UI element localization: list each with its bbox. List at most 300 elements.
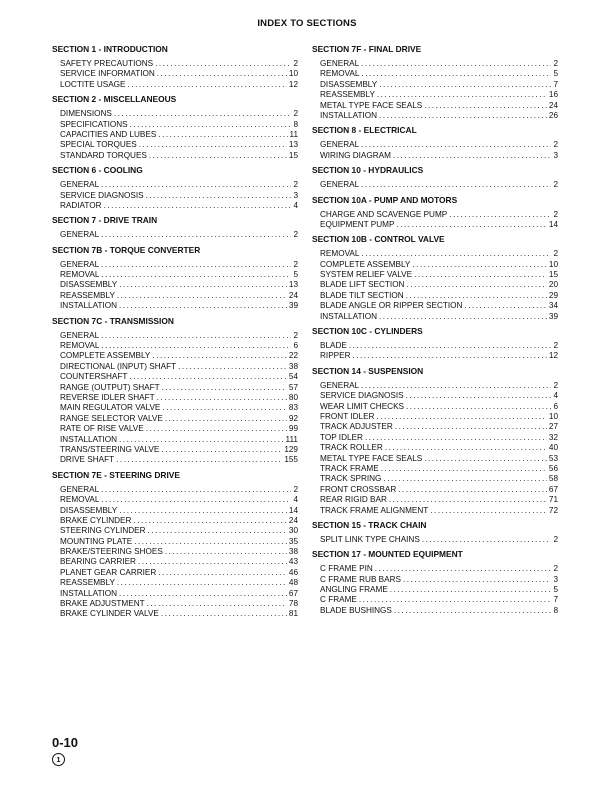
section-section-7b <box>52 245 298 312</box>
entry-page-number: 8 <box>553 605 558 615</box>
entry-name: RIPPER <box>320 351 351 361</box>
entry-page-number: 2 <box>293 180 298 190</box>
index-entry <box>60 331 298 341</box>
index-entry <box>320 69 558 79</box>
entry-page-number: 14 <box>548 219 558 229</box>
dot-leader <box>119 506 287 516</box>
entry-page-number: 40 <box>548 443 558 453</box>
section-entries <box>52 230 298 240</box>
index-entry <box>320 341 558 351</box>
section-heading: SECTION 6 - COOLING <box>52 165 143 176</box>
entry-name: FRONT CROSSBAR <box>320 484 397 494</box>
index-entry <box>320 260 558 270</box>
index-entry <box>320 59 558 69</box>
entry-page-number: 2 <box>553 564 558 574</box>
entry-page-number: 12 <box>288 79 298 89</box>
entry-page-number: 2 <box>293 109 298 119</box>
entry-page-number: 38 <box>288 547 298 557</box>
entry-page-number: 30 <box>288 526 298 536</box>
index-entry <box>320 485 558 495</box>
dot-leader <box>414 270 547 280</box>
dot-leader <box>158 568 287 578</box>
entry-name: CHARGE AND SCAVENGE PUMP <box>320 209 448 219</box>
section-entries <box>312 564 558 616</box>
section-entries <box>312 59 558 121</box>
section-entries <box>312 341 558 362</box>
entry-page-number: 7 <box>553 595 558 605</box>
entry-name: DISASSEMBLY <box>60 505 118 515</box>
entry-name: GENERAL <box>60 259 100 269</box>
entry-page-number: 38 <box>288 361 298 371</box>
dot-leader <box>178 362 287 372</box>
dot-leader <box>157 69 287 79</box>
entry-name: LOCTITE USAGE <box>60 79 126 89</box>
dot-leader <box>395 422 547 432</box>
entry-name: DIMENSIONS <box>60 109 112 119</box>
index-entry <box>60 180 298 190</box>
entry-name: RANGE (OUTPUT) SHAFT <box>60 382 160 392</box>
entry-page-number: 32 <box>548 432 558 442</box>
index-entry <box>320 381 558 391</box>
section-section-10b <box>312 234 558 322</box>
entry-page-number: 24 <box>288 515 298 525</box>
dot-leader <box>361 69 551 79</box>
entry-page-number: 46 <box>288 567 298 577</box>
section-section-7c <box>52 316 298 466</box>
dot-leader <box>161 609 287 619</box>
page-number: 0-10 <box>52 735 79 750</box>
dot-leader <box>104 201 292 211</box>
dot-leader <box>390 585 552 595</box>
entry-page-number: 16 <box>548 90 558 100</box>
entry-name: GENERAL <box>320 59 360 68</box>
dot-leader <box>158 130 287 140</box>
entry-name: DRIVE SHAFT <box>60 455 115 465</box>
dot-leader <box>383 474 546 484</box>
entry-page-number: 8 <box>293 119 298 129</box>
index-entry <box>320 412 558 422</box>
entry-name: RADIATOR <box>60 200 102 210</box>
index-entry <box>320 535 558 545</box>
entry-name: REMOVAL <box>60 270 100 280</box>
entry-name: REAR RIGID BAR <box>320 495 387 505</box>
dot-leader <box>398 485 547 495</box>
entry-name: FRONT IDLER <box>320 411 375 421</box>
dot-leader <box>101 485 291 495</box>
dot-leader <box>134 537 287 547</box>
section-section-6 <box>52 165 298 211</box>
entry-page-number: 2 <box>293 484 298 494</box>
dot-leader <box>146 424 287 434</box>
dot-leader <box>114 109 292 119</box>
dot-leader <box>101 341 291 351</box>
entry-name: INSTALLATION <box>60 588 118 598</box>
entry-name: TRACK FRAME <box>320 463 379 473</box>
entry-name: DISASSEMBLY <box>60 280 118 290</box>
entry-page-number: 11 <box>289 129 298 139</box>
entry-page-number: 14 <box>288 505 298 515</box>
entry-page-number: 34 <box>548 301 558 311</box>
section-entries <box>312 180 558 190</box>
entry-page-number: 67 <box>288 588 298 598</box>
index-entry <box>60 351 298 361</box>
entry-name: REMOVAL <box>60 341 100 351</box>
entry-page-number: 20 <box>548 280 558 290</box>
dot-leader <box>133 516 286 526</box>
index-entry <box>320 585 558 595</box>
section-heading: SECTION 7 - DRIVE TRAIN <box>52 215 158 226</box>
entry-name: BRAKE ADJUSTMENT <box>60 599 145 609</box>
entry-name: SPECIAL TORQUES <box>60 140 137 150</box>
entry-page-number: 2 <box>553 249 558 259</box>
entry-name: BLADE TILT SECTION <box>320 290 404 300</box>
dot-leader <box>396 220 546 230</box>
dot-leader <box>117 291 287 301</box>
entry-page-number: 78 <box>288 599 298 609</box>
entry-name: REASSEMBLY <box>320 90 375 100</box>
index-entry <box>60 301 298 311</box>
section-heading: SECTION 10B - CONTROL VALVE <box>312 234 445 245</box>
entry-name: REMOVAL <box>320 69 360 79</box>
dot-leader <box>403 575 551 585</box>
entry-name: GENERAL <box>60 330 100 340</box>
index-entry <box>320 301 558 311</box>
entry-page-number: 99 <box>288 424 298 434</box>
entry-name: METAL TYPE FACE SEALS <box>320 453 423 463</box>
index-entry <box>320 101 558 111</box>
section-entries <box>312 210 558 231</box>
index-entry <box>60 506 298 516</box>
entry-name: GENERAL <box>320 180 360 190</box>
section-section-2 <box>52 94 298 161</box>
entry-name: REMOVAL <box>320 249 360 259</box>
index-entry <box>60 393 298 403</box>
dot-leader <box>393 151 551 161</box>
dot-leader <box>406 391 552 401</box>
section-entries <box>52 260 298 312</box>
entry-name: WIRING DIAGRAM <box>320 150 391 160</box>
entry-page-number: 2 <box>293 59 298 68</box>
dot-leader <box>119 435 284 445</box>
entry-page-number: 80 <box>288 392 298 402</box>
dot-leader <box>361 249 551 259</box>
index-entry <box>60 537 298 547</box>
section-entries <box>52 59 298 90</box>
entry-name: REVERSE IDLER SHAFT <box>60 392 155 402</box>
entry-page-number: 26 <box>548 110 558 120</box>
index-entry <box>60 130 298 140</box>
entry-page-number: 81 <box>288 609 298 619</box>
dot-leader <box>449 210 551 220</box>
index-entry <box>320 111 558 121</box>
section-section-8 <box>312 125 558 161</box>
dot-leader <box>464 301 546 311</box>
entry-name: C FRAME RUB BARS <box>320 574 401 584</box>
section-section-1 <box>52 44 298 90</box>
entry-page-number: 43 <box>288 557 298 567</box>
index-entry <box>60 557 298 567</box>
entry-page-number: 4 <box>553 391 558 401</box>
index-entry <box>60 599 298 609</box>
dot-leader <box>165 414 287 424</box>
index-entry <box>60 280 298 290</box>
entry-name: SERVICE DIAGNOSIS <box>320 391 404 401</box>
dot-leader <box>101 180 291 190</box>
entry-page-number: 2 <box>553 180 558 190</box>
entry-name: TRACK SPRING <box>320 474 382 484</box>
entry-page-number: 72 <box>548 505 558 515</box>
entry-page-number: 111 <box>285 434 298 444</box>
entry-page-number: 2 <box>553 209 558 219</box>
index-entry <box>60 445 298 455</box>
index-entry <box>320 433 558 443</box>
index-entry <box>60 526 298 536</box>
entry-name: DIRECTIONAL (INPUT) SHAFT <box>60 361 177 371</box>
entry-name: CAPACITIES AND LUBES <box>60 129 157 139</box>
section-entries <box>52 180 298 211</box>
entry-name: SERVICE INFORMATION <box>60 69 155 79</box>
entry-page-number: 92 <box>288 413 298 423</box>
dot-leader <box>146 191 292 201</box>
entry-name: INSTALLATION <box>60 434 118 444</box>
section-entries <box>312 535 558 545</box>
revision-mark-icon: 1 <box>52 753 65 766</box>
dot-leader <box>422 535 552 545</box>
entry-page-number: 35 <box>288 536 298 546</box>
dot-leader <box>148 526 287 536</box>
index-entry <box>60 59 298 69</box>
entry-name: WEAR LIMIT CHECKS <box>320 401 405 411</box>
dot-leader <box>349 341 552 351</box>
dot-leader <box>157 393 287 403</box>
dot-leader <box>101 331 291 341</box>
index-entry <box>60 69 298 79</box>
entry-page-number: 39 <box>548 311 558 321</box>
index-entry <box>60 495 298 505</box>
index-entry <box>60 201 298 211</box>
entry-name: BLADE <box>320 341 347 351</box>
entry-page-number: 71 <box>548 495 558 505</box>
section-entries <box>52 485 298 620</box>
entry-name: C FRAME PIN <box>320 564 373 574</box>
entry-name: DISASSEMBLY <box>320 79 378 89</box>
dot-leader <box>406 402 551 412</box>
index-entry <box>320 351 558 361</box>
entry-page-number: 6 <box>293 341 298 351</box>
index-entry <box>60 578 298 588</box>
index-entry <box>320 90 558 100</box>
dot-leader <box>129 372 287 382</box>
index-entry <box>60 270 298 280</box>
index-entry <box>320 151 558 161</box>
entry-page-number: 22 <box>288 351 298 361</box>
index-entry <box>60 455 298 465</box>
entry-name: EQUIPMENT PUMP <box>320 219 395 229</box>
section-section-10 <box>312 165 558 190</box>
index-entry <box>320 422 558 432</box>
entry-name: RANGE SELECTOR VALVE <box>60 413 163 423</box>
dot-leader <box>152 351 286 361</box>
index-entry <box>60 403 298 413</box>
entry-name: SERVICE DIAGNOSIS <box>60 190 144 200</box>
entry-name: TRACK FRAME ALIGNMENT <box>320 505 429 515</box>
entry-page-number: 24 <box>548 100 558 110</box>
dot-leader <box>376 412 546 422</box>
entry-page-number: 83 <box>288 403 298 413</box>
index-entry <box>320 80 558 90</box>
index-entry <box>320 210 558 220</box>
dot-leader <box>155 59 291 69</box>
entry-page-number: 13 <box>288 140 298 150</box>
entry-name: INSTALLATION <box>320 110 378 120</box>
section-heading: SECTION 15 - TRACK CHAIN <box>312 519 427 530</box>
section-heading: SECTION 1 - INTRODUCTION <box>52 44 168 54</box>
index-entry <box>60 383 298 393</box>
index-entry <box>320 249 558 259</box>
entry-page-number: 2 <box>293 230 298 240</box>
dot-leader <box>406 280 546 290</box>
dot-leader <box>389 495 547 505</box>
dot-leader <box>379 312 547 322</box>
dot-leader <box>379 111 547 121</box>
dot-leader <box>361 381 551 391</box>
entry-page-number: 4 <box>293 495 298 505</box>
section-heading: SECTION 10 - HYDRAULICS <box>312 165 424 176</box>
entry-name: SPLIT LINK TYPE CHAINS <box>320 534 420 544</box>
index-entry <box>320 464 558 474</box>
page-title: INDEX TO SECTIONS <box>257 18 357 29</box>
section-heading: SECTION 7E - STEERING DRIVE <box>52 469 180 480</box>
index-entry <box>320 606 558 616</box>
dot-leader <box>128 80 287 90</box>
entry-page-number: 15 <box>288 150 298 160</box>
dot-leader <box>412 260 546 270</box>
entry-page-number: 3 <box>553 150 558 160</box>
entry-page-number: 2 <box>553 140 558 150</box>
entry-page-number: 10 <box>548 411 558 421</box>
dot-leader <box>361 59 551 69</box>
section-section-17 <box>312 549 558 616</box>
entry-page-number: 67 <box>548 484 558 494</box>
entry-page-number: 129 <box>284 444 298 454</box>
dot-leader <box>379 80 551 90</box>
entry-name: PLANET GEAR CARRIER <box>60 567 157 577</box>
dot-leader <box>119 589 287 599</box>
dot-leader <box>359 595 552 605</box>
index-entry <box>60 230 298 240</box>
entry-page-number: 15 <box>548 270 558 280</box>
entry-name: GENERAL <box>320 140 360 150</box>
index-entry <box>320 291 558 301</box>
section-entries <box>52 109 298 161</box>
index-entry <box>60 291 298 301</box>
dot-leader <box>101 260 291 270</box>
index-entry <box>60 372 298 382</box>
dot-leader <box>381 464 547 474</box>
entry-page-number: 2 <box>293 259 298 269</box>
index-entry <box>60 568 298 578</box>
entry-page-number: 7 <box>553 79 558 89</box>
index-entry <box>60 589 298 599</box>
dot-leader <box>352 351 546 361</box>
index-entry <box>60 260 298 270</box>
entry-name: TOP IDLER <box>320 432 363 442</box>
index-entry <box>320 443 558 453</box>
index-entry <box>320 506 558 516</box>
section-entries <box>312 381 558 516</box>
section-section-7e <box>52 470 298 620</box>
entry-name: GENERAL <box>320 380 360 390</box>
entry-page-number: 12 <box>548 351 558 361</box>
index-entry <box>60 414 298 424</box>
index-entry <box>60 341 298 351</box>
entry-page-number: 6 <box>553 401 558 411</box>
section-heading: SECTION 8 - ELECTRICAL <box>312 125 417 136</box>
index-entry <box>320 220 558 230</box>
entry-page-number: 155 <box>284 455 298 465</box>
entry-name: STEERING CYLINDER <box>60 526 146 536</box>
dot-leader <box>130 120 292 130</box>
entry-name: TRACK ROLLER <box>320 443 383 453</box>
index-entry <box>320 140 558 150</box>
right-column <box>312 44 558 620</box>
dot-leader <box>117 578 287 588</box>
entry-name: COUNTERSHAFT <box>60 372 128 382</box>
index-entry <box>60 547 298 557</box>
entry-name: BLADE ANGLE OR RIPPER SECTION <box>320 301 463 311</box>
entry-name: SPECIFICATIONS <box>60 119 128 129</box>
section-section-7f <box>312 44 558 121</box>
index-entry <box>320 454 558 464</box>
index-entry <box>60 435 298 445</box>
dot-leader <box>162 403 286 413</box>
index-entry <box>60 424 298 434</box>
section-heading: SECTION 2 - MISCELLANEOUS <box>52 94 177 105</box>
entry-page-number: 4 <box>293 200 298 210</box>
entry-page-number: 53 <box>548 453 558 463</box>
index-entry <box>320 312 558 322</box>
dot-leader <box>430 506 547 516</box>
index-entry <box>320 495 558 505</box>
index-entry <box>60 362 298 372</box>
dot-leader <box>149 151 287 161</box>
entry-page-number: 10 <box>548 259 558 269</box>
dot-leader <box>116 455 282 465</box>
entry-name: GENERAL <box>60 484 100 494</box>
index-entry <box>320 391 558 401</box>
index-entry <box>320 575 558 585</box>
section-heading: SECTION 17 - MOUNTED EQUIPMENT <box>312 549 463 560</box>
entry-name: METAL TYPE FACE SEALS <box>320 100 423 110</box>
entry-page-number: 39 <box>288 301 298 311</box>
index-entry <box>320 270 558 280</box>
dot-leader <box>424 101 547 111</box>
entry-page-number: 3 <box>553 574 558 584</box>
dot-leader <box>406 291 547 301</box>
entry-page-number: 2 <box>293 330 298 340</box>
dot-leader <box>162 383 287 393</box>
entry-page-number: 13 <box>288 280 298 290</box>
index-entry <box>60 80 298 90</box>
index-entry <box>60 485 298 495</box>
entry-name: ANGLING FRAME <box>320 585 388 595</box>
dot-leader <box>361 180 551 190</box>
entry-name: REASSEMBLY <box>60 578 115 588</box>
entry-name: COMPLETE ASSEMBLY <box>60 351 151 361</box>
entry-page-number: 48 <box>288 578 298 588</box>
entry-name: BLADE LIFT SECTION <box>320 280 405 290</box>
section-entries <box>52 331 298 466</box>
